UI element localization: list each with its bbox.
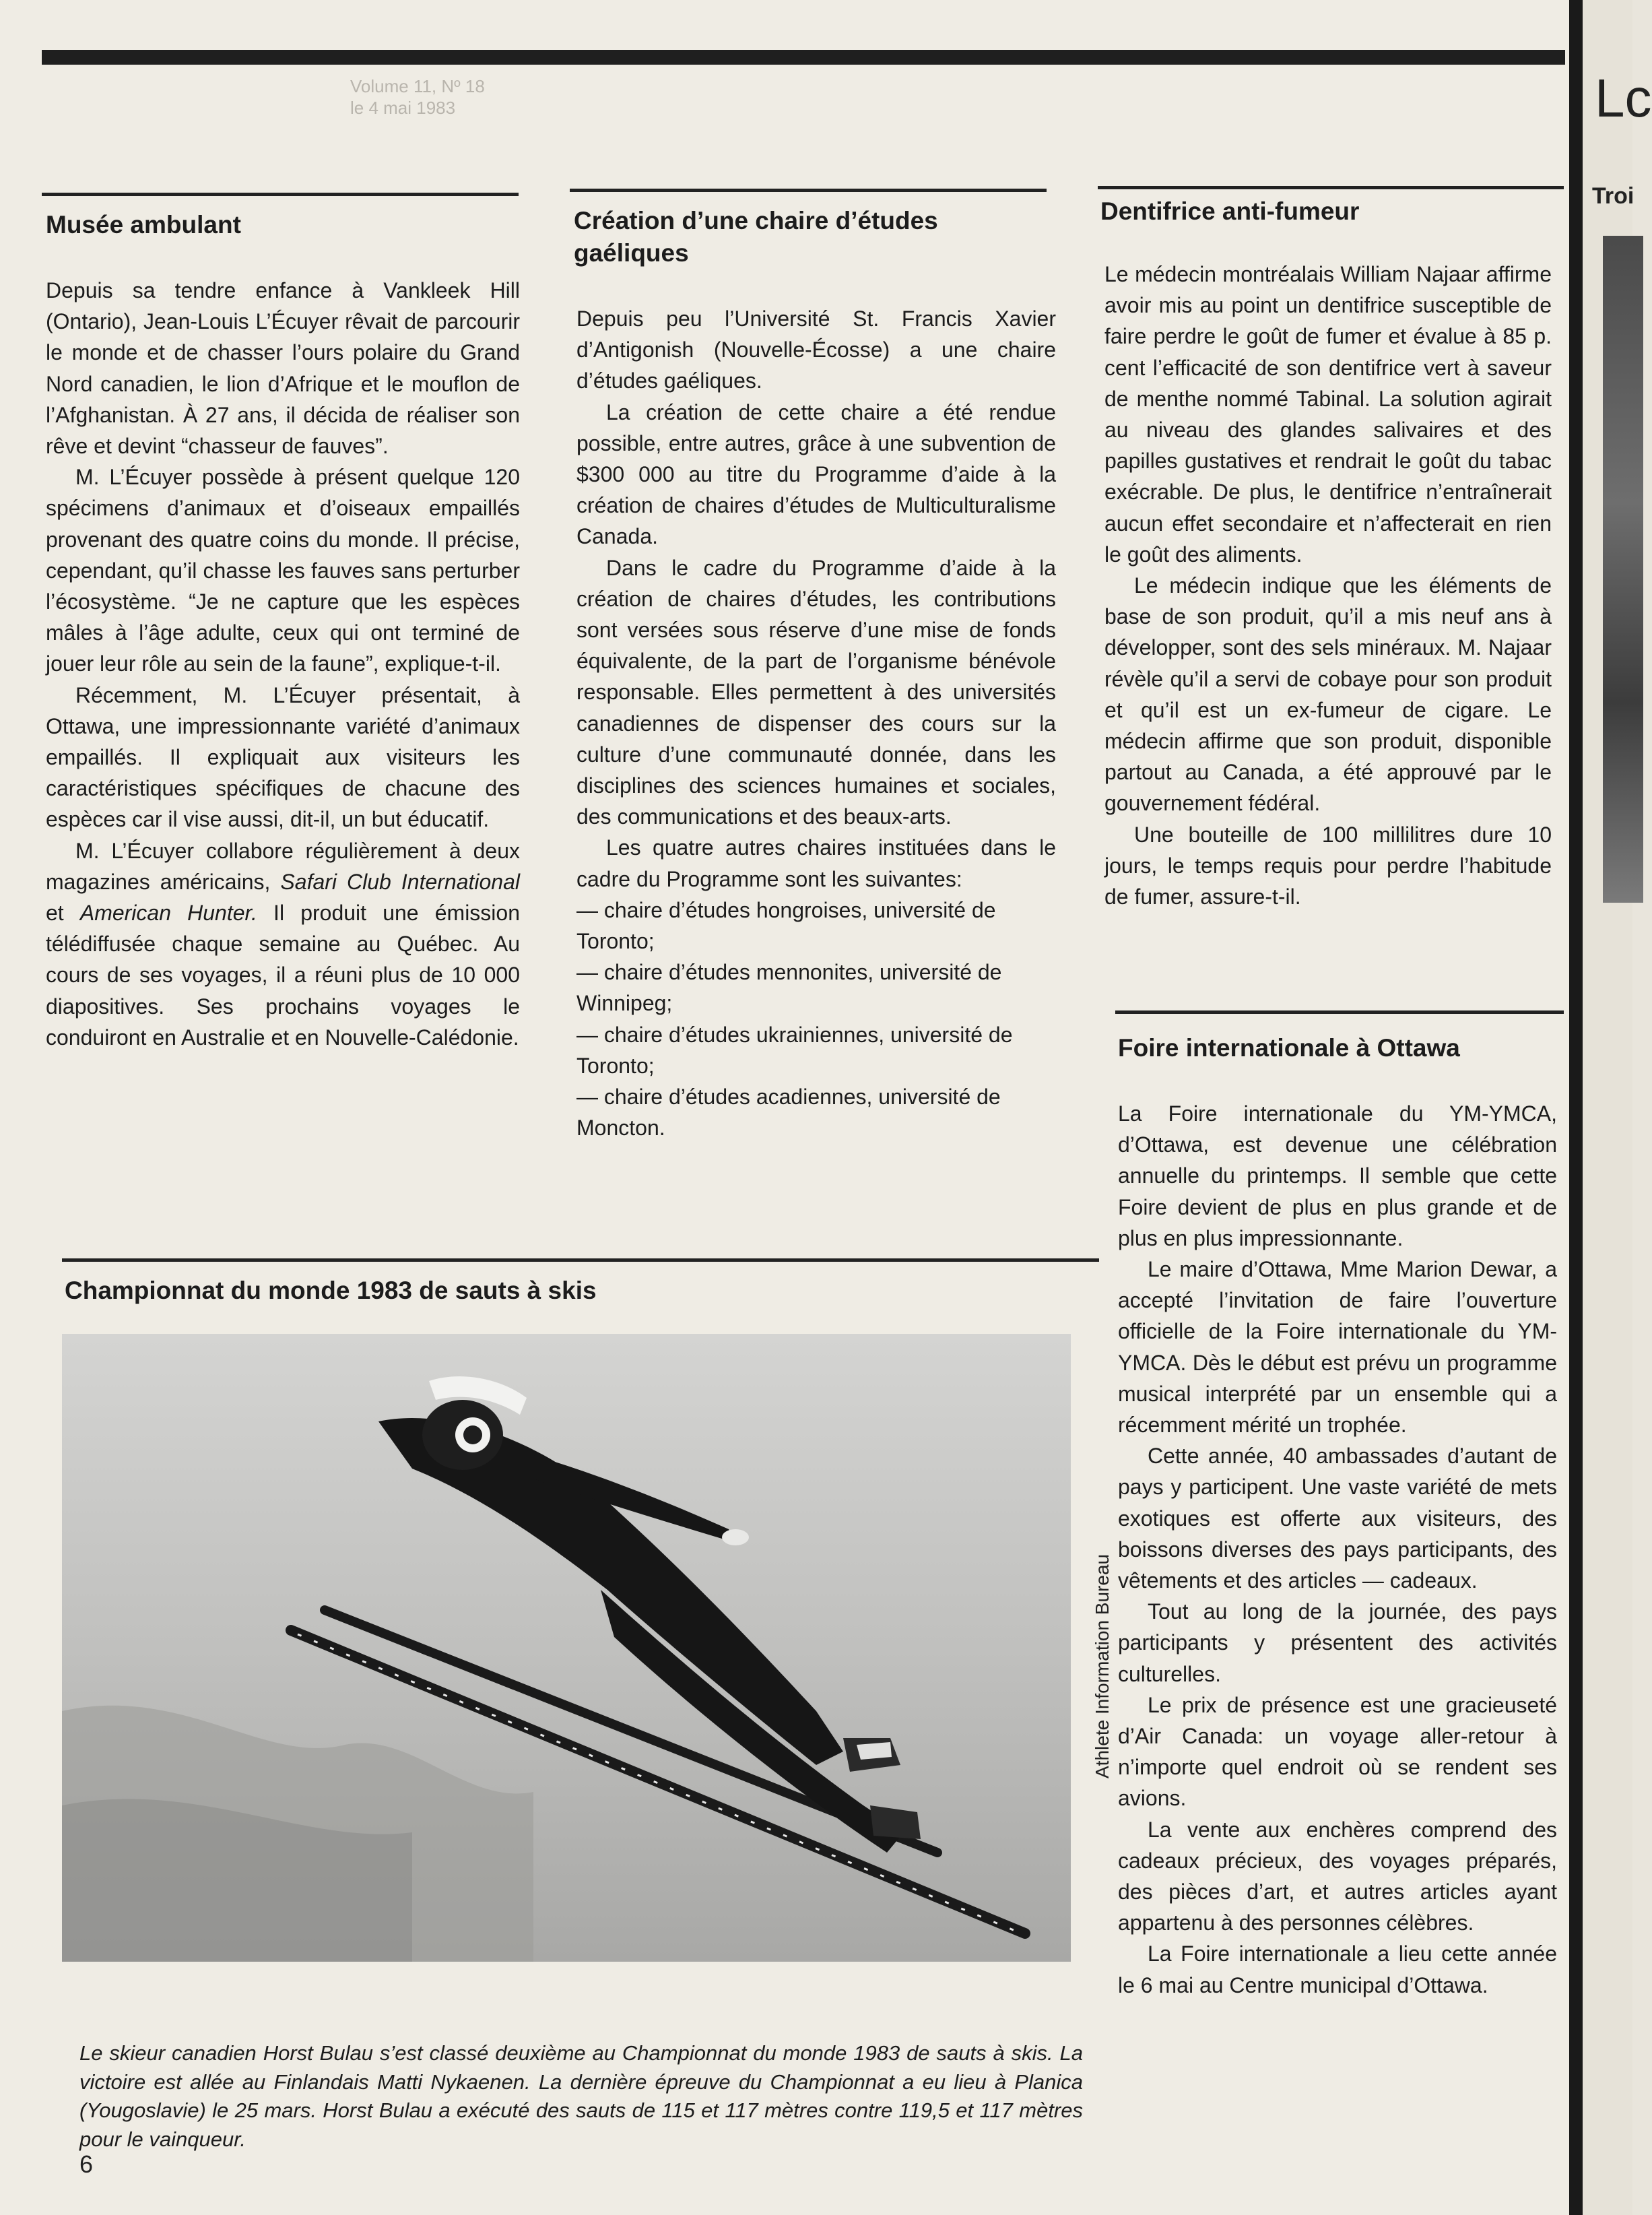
issue-date: le 4 mai 1983 <box>350 98 456 118</box>
paragraph: Le médecin montréalais William Najaar affirme avoir mis au point un dentifrice susceptible de faire perdre le goût de fumer et évalue à 85 p. cent l’efficacité de son dentifrice vert à saveur de menthe nommé Tabinal. La solution agirait au niveau des glandes salivaires et des papilles gustatives et rendrait le goût du tabac exécrable. De plus, le dentifrice n’entraînerait aucun effet secondaire et n’affecterait en rien le goût des aliments. <box>1104 262 1552 567</box>
ski-jumper-illustration <box>62 1334 1071 1962</box>
paragraph: Récemment, M. L’Écuyer présentait, à Ottawa, une impressionnante variété d’animaux empaillés. Il expliquait aux visiteurs les caractéristiques spécifiques de chacune des espèces car il vise aussi, dit-il, un but éducatif. <box>46 682 520 832</box>
column-3-rule <box>1098 186 1564 189</box>
paragraph-text: M. L’Écuyer collabore régulièrement à deux magazines américains, <box>46 838 520 894</box>
list-item: — chaire d’études mennonites, université de Winnipeg; <box>576 960 1002 1016</box>
paragraph: M. L’Écuyer possède à présent quelque 120 spécimens d’animaux et d’oiseaux empaillés provenant des quatre coins du monde. Il précise, cependant, qu’il chasse les fauves sans perturber l’écosystème. “Je ne capture que les espèces mâles à l’âge adulte, ceux qui ont terminé de jouer leur rôle au sein de la faune”, explique-t-il. <box>46 465 520 676</box>
page-number: 6 <box>79 2150 94 2178</box>
adjacent-page-edge <box>1583 0 1652 2215</box>
paragraph: Dans le cadre du Programme d’aide à la création de chaires d’études, les contributions sont versées sous réserve d’une mise de fonds équivalente, de la part de l’organisme bénévole responsable. Elles permettent à des universités canadiennes de dispenser des cours sur la culture d’une communauté donnée, dans les disciplines des sciences humaines et sociales, des communications et des beaux-arts. <box>576 555 1056 829</box>
paragraph: Depuis peu l’Université St. Francis Xavier d’Antigonish (Nouvelle-Écosse) a une chaire d’études gaéliques. <box>576 307 1056 393</box>
paragraph: Tout au long de la journée, des pays participants y présentent des activités culturelles. <box>1118 1599 1557 1686</box>
adjacent-page-title: Lc <box>1595 68 1652 128</box>
column-1-rule <box>42 193 519 196</box>
issue-ghost-text <box>350 75 485 119</box>
paragraph: La Foire internationale a lieu cette année le 6 mai au Centre municipal d’Ottawa. <box>1118 1941 1557 1997</box>
article-title-musee: Musée ambulant <box>46 211 241 238</box>
volume-number: Volume 11, Nº 18 <box>350 76 485 96</box>
article-body-musee <box>46 275 520 1053</box>
article-body-chaire <box>576 303 1056 1143</box>
paragraph: La vente aux enchères comprend des cadeaux précieux, des voyages préparés, des pièces d’art, et autres articles ayant appartenu à des personnes célèbres. <box>1118 1817 1557 1935</box>
photo-credit: Athlete Information Bureau <box>1092 1553 1113 1778</box>
article-title-dentifrice: Dentifrice anti-fumeur <box>1100 197 1360 225</box>
paragraph: Le médecin indique que les éléments de base de son produit, qu’il a mis neuf ans à développer, sont des sels minéraux. M. Najaar révèle qu’il a servi de cobaye pour son produit et qu’il est un ex-fumeur de cigare. Le médecin affirme que son produit, disponible partout au Canada, a été approuvé par le gouvernement fédéral. <box>1104 573 1552 816</box>
paragraph-text: et <box>46 901 80 926</box>
paragraph: Les quatre autres chaires instituées dans le cadre du Programme sont les suivantes: <box>576 835 1056 891</box>
article-title-sauts: Championnat du monde 1983 de sauts à skis <box>65 1277 597 1304</box>
article-title-foire: Foire internationale à Ottawa <box>1118 1034 1460 1062</box>
photo-caption: Le skieur canadien Horst Bulau s’est classé deuxième au Championnat du monde 1983 de sauts à skis. La victoire est allée au Finlandais Matti Nykaenen. La dernière épreuve du Championnat a eu lieu à Planica (Yougoslavie) le 25 mars. Horst Bulau a exécuté des sauts de 115 et 117 mètres contre 119,5 et 117 mètres pour le vainqueur. <box>79 2041 1083 2151</box>
adjacent-page-photo <box>1603 236 1643 903</box>
paragraph-text: Il produit une émission télédiffusée chaque semaine au Québec. Au cours de ses voyages, il a réuni plus de 10 000 diapositives. Ses prochains voyages le conduiront en Australie et en Nouvelle-Calédonie. <box>46 901 521 1050</box>
list-item: — chaire d’études hongroises, université de Toronto; <box>576 897 996 954</box>
list-item: — chaire d’études acadiennes, université de Moncton. <box>576 1085 1001 1141</box>
list-item: — chaire d’études ukrainiennes, université de Toronto; <box>576 1022 1013 1078</box>
paragraph: La création de cette chaire a été rendue possible, entre autres, grâce à une subvention de $300 000 au titre du Programme d’aide à la création de chaires d’études de Multiculturalisme Canada. <box>576 399 1056 549</box>
top-rule <box>42 50 1565 65</box>
foire-rule <box>1115 1010 1564 1014</box>
paragraph: La Foire internationale du YM-YMCA, d’Ottawa, est devenue une célébration annuelle du printemps. Il semble que cette Foire devient de plus en plus grande et de plus en plus impressionnante. <box>1118 1101 1557 1250</box>
article-body-foire <box>1118 1098 1557 2001</box>
paragraph: Le maire d’Ottawa, Mme Marion Dewar, a accepté l’invitation de faire l’ouverture officielle de la Foire internationale du YM-YMCA. Dès le début est prévu un programme musical interprété par un ensemble qui a récemment mérité un trophée. <box>1118 1257 1557 1438</box>
paragraph: Depuis sa tendre enfance à Vankleek Hill (Ontario), Jean-Louis L’Écuyer rêvait de parcourir le monde et de chasser l’ours polaire du Grand Nord canadien, le lion d’Afrique et le mouflon de l’Afghanistan. À 27 ans, il décida de réaliser son rêve et devint “chasseur de fauves”. <box>46 278 520 459</box>
ski-jumper-photo <box>62 1334 1071 1962</box>
article-title-chaire: Création d’une chaire d’études gaéliques <box>574 207 938 267</box>
paragraph <box>46 835 520 1053</box>
magazine-title: Safari Club International <box>280 869 521 894</box>
paragraph: Cette année, 40 ambassades d’autant de pays y participent. Une vaste variété de mets exotiques est offerte aux visiteurs, des boissons diverses des pays participants, des vêtements et des articles — cadeaux. <box>1118 1444 1557 1593</box>
article-body-dentifrice <box>1104 259 1552 912</box>
paragraph: Le prix de présence est une gracieuseté d’Air Canada: un voyage aller-retour à n’importe quel endroit où se rendent ses avions. <box>1118 1692 1557 1811</box>
photo-story-rule <box>62 1258 1099 1262</box>
magazine-title: American Hunter. <box>79 901 257 926</box>
paragraph: Une bouteille de 100 millilitres dure 10 jours, le temps requis pour perdre l’habitude de fumer, assure-t-il. <box>1104 822 1552 909</box>
column-2-rule <box>570 189 1047 192</box>
adjacent-page-subtitle: Troi <box>1592 183 1634 209</box>
